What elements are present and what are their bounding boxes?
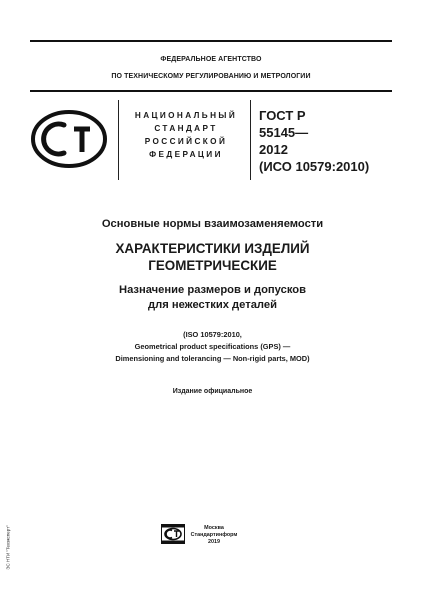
header-divider-left [118, 100, 119, 180]
top-rule [30, 40, 392, 42]
iso-ref-line-2: Geometrical product specifications (GPS) — [134, 342, 291, 351]
header-divider-right [250, 100, 251, 180]
standard-code: ГОСТ Р [259, 108, 306, 123]
gost-logo-icon [30, 109, 108, 169]
publisher-name: Стандартинформ [190, 532, 238, 538]
national-line-4: ФЕДЕРАЦИИ [149, 150, 223, 159]
publisher-year: 2019 [208, 539, 220, 545]
national-line-1: НАЦИОНАЛЬНЫЙ [134, 111, 238, 120]
edition-label: Издание официальное [172, 388, 253, 395]
iso-ref-line-1: (ISO 10579:2010, [183, 330, 242, 339]
side-watermark: ЭС НТИ "Техэксперт" [5, 525, 11, 570]
agency-line-2: ПО ТЕХНИЧЕСКОМУ РЕГУЛИРОВАНИЮ И МЕТРОЛОГИИ [111, 73, 311, 80]
main-title-line-1: ХАРАКТЕРИСТИКИ ИЗДЕЛИЙ [115, 241, 310, 256]
subtitle-line-2: для нежестких деталей [148, 299, 277, 311]
publisher-city: Москва [204, 525, 224, 531]
national-line-3: РОССИЙСКОЙ [144, 137, 228, 146]
subtitle-line-1: Назначение размеров и допусков [118, 284, 306, 296]
header-rule [30, 90, 392, 92]
standard-year: 2012 [259, 142, 288, 157]
main-title-line-2: ГЕОМЕТРИЧЕСКИЕ [148, 258, 277, 273]
agency-line-1: ФЕДЕРАЛЬНОЕ АГЕНТСТВО [160, 56, 262, 63]
standard-number: 55145— [259, 125, 309, 140]
standartinform-logo-icon [161, 524, 185, 544]
iso-ref-line-3: Dimensioning and tolerancing — Non-rigid parts, MOD) [115, 354, 310, 363]
national-line-2: СТАНДАРТ [154, 124, 218, 133]
standard-iso: (ИСО 10579:2010) [259, 159, 370, 174]
series-title: Основные нормы взаимозаменяемости [101, 218, 324, 230]
